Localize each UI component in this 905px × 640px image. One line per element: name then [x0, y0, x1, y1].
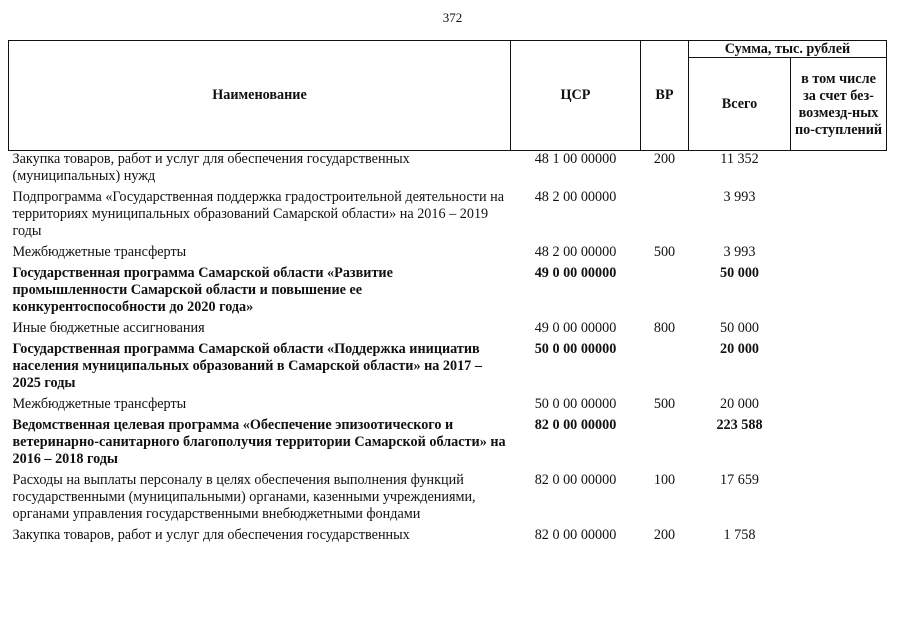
table-row [9, 527, 887, 548]
cell-name: Иные бюджетные ассигнования [12, 320, 205, 336]
cell-name: Подпрограмма «Государственная поддержка градостроительной деятельности на территориях муниципальных образований Самарской области» на 2016 – 2019 годы [12, 189, 505, 239]
cell-total: 17 659 [719, 472, 759, 488]
cell-vr: 200 [653, 151, 676, 167]
table-row [9, 265, 887, 320]
cell-csr: 82 0 00 00000 [534, 472, 617, 488]
cell-gratuitous [791, 527, 887, 548]
table-row [9, 244, 887, 265]
cell-gratuitous [791, 151, 887, 190]
cell-total: 223 588 [716, 417, 763, 433]
cell-name: Ведомственная целевая программа «Обеспечение эпизоотического и ветеринарно-санитарного благополучия территории Самарской области» на 2016 – 2018 годы [12, 417, 506, 467]
cell-vr [641, 265, 689, 320]
cell-total: 50 000 [719, 265, 759, 281]
cell-name: Государственная программа Самарской области «Поддержка инициатив населения муниципальных образований в Самарской области» на 2017 – 2025 годы [12, 341, 482, 391]
cell-vr [641, 417, 689, 472]
table-row [9, 472, 887, 527]
cell-csr: 48 1 00 00000 [534, 151, 617, 167]
budget-table [8, 40, 887, 548]
table-row [9, 151, 887, 190]
table-row [9, 320, 887, 341]
table-body [9, 151, 887, 549]
cell-name: Государственная программа Самарской области «Развитие промышленности Самарской области и повышение ее конкурентоспособности до 2020 года» [12, 265, 393, 315]
cell-vr: 200 [653, 527, 676, 543]
cell-vr: 800 [653, 320, 676, 336]
table-row [9, 396, 887, 417]
cell-name: Межбюджетные трансферты [12, 396, 187, 412]
cell-csr: 48 2 00 00000 [534, 244, 617, 260]
cell-gratuitous [791, 396, 887, 417]
cell-gratuitous [791, 244, 887, 265]
header-csr: ЦСР [511, 41, 641, 151]
cell-total: 3 993 [723, 189, 756, 205]
header-sum: Сумма, тыс. рублей [689, 41, 887, 58]
table-row [9, 341, 887, 396]
cell-csr: 82 0 00 00000 [534, 417, 617, 433]
cell-total: 1 758 [723, 527, 756, 543]
cell-gratuitous [791, 472, 887, 527]
cell-csr: 50 0 00 00000 [534, 396, 617, 412]
table-row [9, 417, 887, 472]
cell-name: Расходы на выплаты персоналу в целях обеспечения выполнения функций государственными (муниципальными) органами, казенными учреждениями, органами управления государственными внебюджетными фондами [12, 472, 476, 522]
header-total: Всего [689, 58, 791, 151]
cell-csr: 82 0 00 00000 [534, 527, 617, 543]
cell-vr: 100 [653, 472, 676, 488]
cell-csr: 50 0 00 00000 [534, 341, 617, 357]
table-header [9, 41, 887, 151]
cell-csr: 48 2 00 00000 [534, 189, 617, 205]
cell-total: 50 000 [719, 320, 759, 336]
header-name: Наименование [9, 41, 511, 151]
cell-csr: 49 0 00 00000 [534, 265, 617, 281]
cell-gratuitous [791, 265, 887, 320]
cell-name: Закупка товаров, работ и услуг для обеспечения государственных (муниципальных) нужд [12, 151, 410, 184]
cell-vr [641, 341, 689, 396]
cell-csr: 49 0 00 00000 [534, 320, 617, 336]
cell-total: 20 000 [719, 396, 759, 412]
cell-gratuitous [791, 320, 887, 341]
cell-total: 11 352 [720, 151, 759, 167]
cell-gratuitous [791, 341, 887, 396]
cell-gratuitous [791, 417, 887, 472]
cell-vr: 500 [653, 396, 676, 412]
table-row [9, 189, 887, 244]
header-vr: ВР [641, 41, 689, 151]
cell-name: Межбюджетные трансферты [12, 244, 187, 260]
header-gratuitous: в том числе за счет без-возмезд-ных по-ступлений [791, 58, 887, 151]
cell-total: 3 993 [723, 244, 756, 260]
cell-total: 20 000 [719, 341, 759, 357]
cell-vr: 500 [653, 244, 676, 260]
cell-vr [641, 189, 689, 244]
cell-gratuitous [791, 189, 887, 244]
page-number: 372 [442, 10, 463, 25]
cell-name: Закупка товаров, работ и услуг для обеспечения государственных [12, 527, 410, 543]
